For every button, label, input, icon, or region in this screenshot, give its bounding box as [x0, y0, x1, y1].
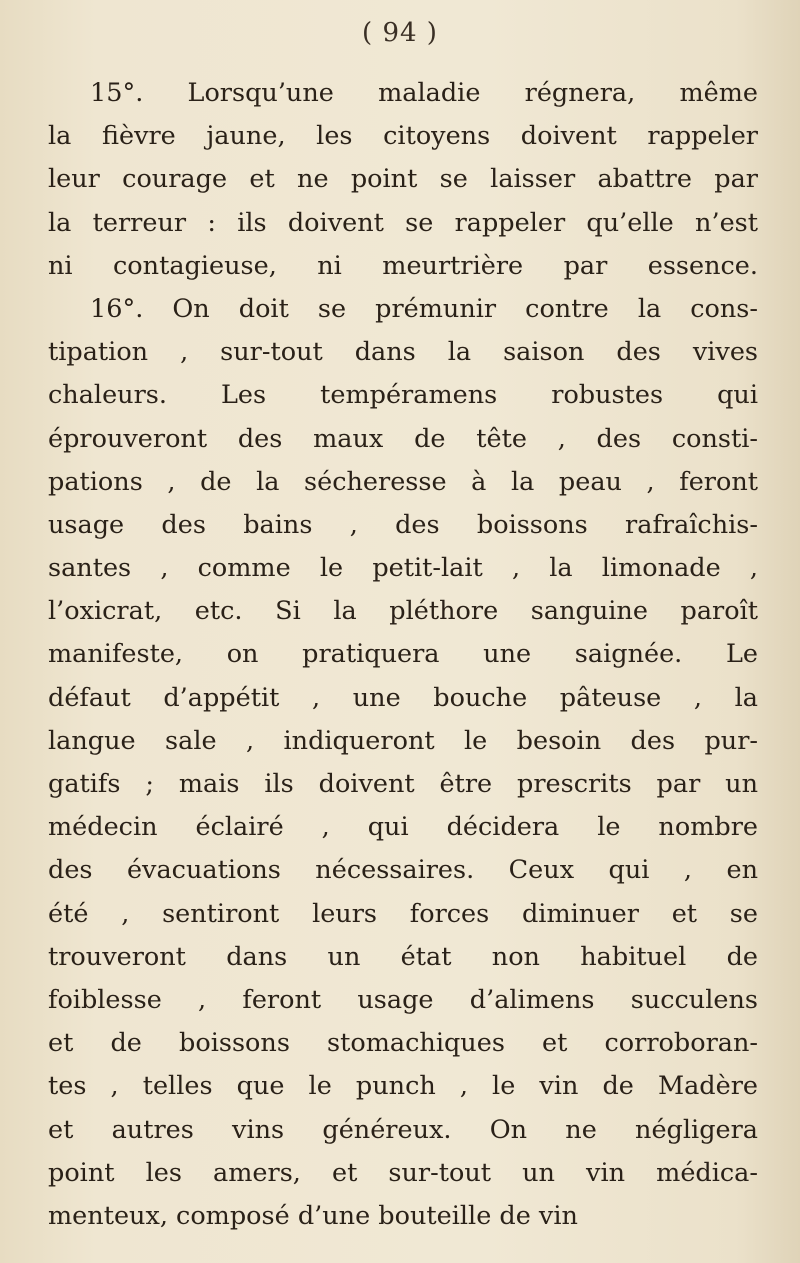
text-line: 15°. Lorsqu’une maladie régnera, même: [90, 78, 758, 108]
text-line: chaleurs. Les tempéramens robustes qui: [48, 380, 758, 411]
text-line: la terreur : ils doivent se rappeler qu’elle n’est: [48, 207, 758, 238]
text-line: défaut d’appétit , une bouche pâteuse , la: [48, 682, 758, 713]
text-line: et autres vins généreux. On ne négligera: [48, 1114, 758, 1145]
text-line: gatifs ; mais ils doivent être prescrits par un: [48, 769, 758, 799]
text-line: éprouveront des maux de tête , des consti-: [48, 423, 758, 454]
text-line: santes , comme le petit-lait , la limonade ,: [48, 553, 758, 584]
text-line: des évacuations nécessaires. Ceux qui , en: [48, 855, 758, 886]
body-text: [48, 72, 758, 1238]
text-line: leur courage et ne point se laisser abattre par: [48, 164, 758, 195]
text-line: été , sentiront leurs forces diminuer et se: [48, 898, 758, 929]
text-line: foiblesse , feront usage d’alimens succulens: [48, 984, 758, 1015]
text-line: pations , de la sécheresse à la peau , feront: [48, 466, 758, 497]
text-line: tipation , sur-tout dans la saison des vives: [48, 337, 758, 368]
text-line: tes , telles que le punch , le vin de Madère: [48, 1071, 758, 1102]
page-number: ( 94 ): [362, 18, 438, 48]
text-line: usage des bains , des boissons rafraîchis-: [48, 509, 758, 540]
text-line: 16°. On doit se prémunir contre la cons-: [90, 293, 758, 324]
text-line: la fièvre jaune, les citoyens doivent rappeler: [48, 121, 758, 152]
text-line: l’oxicrat, etc. Si la pléthore sanguine paroît: [48, 596, 758, 627]
text-line: point les amers, et sur-tout un vin médica-: [48, 1157, 758, 1188]
text-line: manifeste, on pratiquera une saignée. Le: [48, 639, 758, 670]
text-line: langue sale , indiqueront le besoin des pur-: [48, 725, 758, 756]
text-line: et de boissons stomachiques et corroboran-: [48, 1028, 758, 1059]
text-line: médecin éclairé , qui décidera le nombre: [48, 812, 758, 843]
text-line: menteux, composé d’une bouteille de vin: [48, 1200, 578, 1231]
text-line: ni contagieuse, ni meurtrière par essence.: [48, 250, 758, 281]
text-line: trouveront dans un état non habituel de: [48, 941, 758, 972]
